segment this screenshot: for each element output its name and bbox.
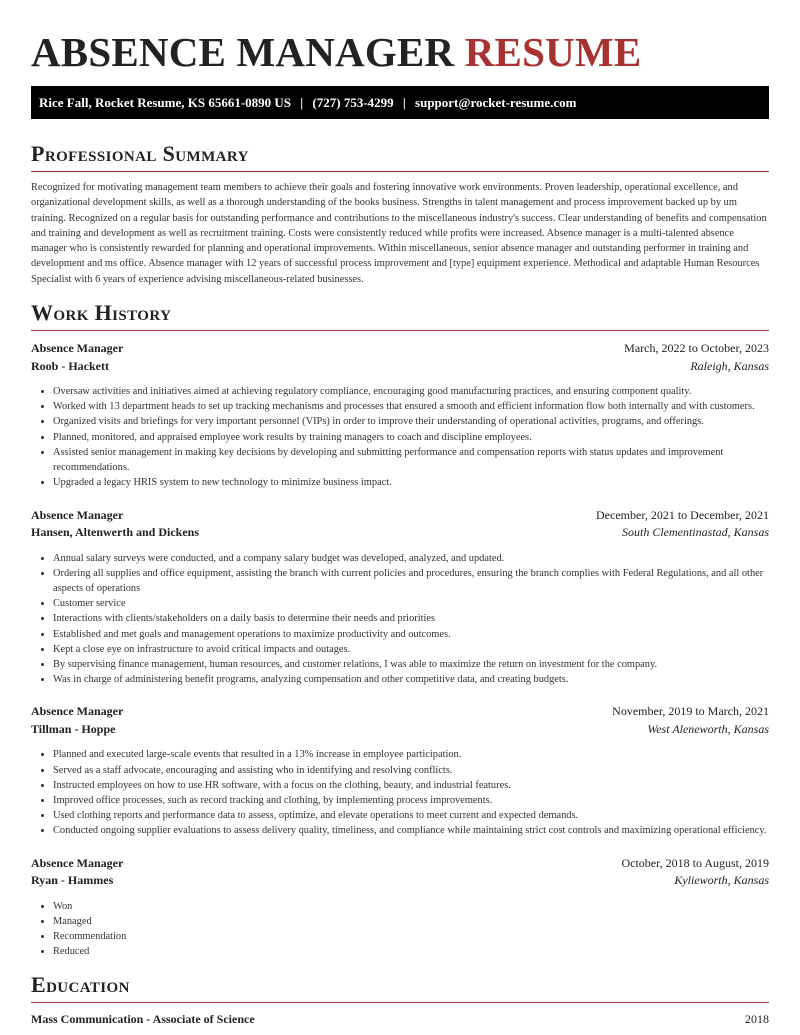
- job-company-row: [31, 721, 769, 739]
- resume-title: [31, 0, 769, 76]
- job-entry: [31, 340, 769, 490]
- job-company: Hansen, Altenwerth and Dickens: [31, 525, 200, 539]
- contact-email[interactable]: support@rocket-resume.com: [415, 95, 577, 110]
- job-bullets: [31, 384, 769, 490]
- job-dates: December, 2021 to December, 2021: [596, 507, 769, 522]
- job-role: Absence Manager: [31, 704, 124, 719]
- education-entry: [31, 1011, 769, 1029]
- job-bullet: • Worked with 13 department heads to set up tracking mechanisms and processes that ensured a smooth and efficient information flow both internally and with customers.: [53, 399, 769, 414]
- job-bullet: • Recommendation: [53, 929, 769, 944]
- job-bullet: • Customer service: [53, 596, 769, 611]
- summary-text: Recognized for motivating management team members to achieve their goals and fostering innovative work environments. Proven leadership, operational excellence, and organizational development skills, as well as a thorough understanding of the books business. Strengths in talent management and process improvement backed up by um training. Recognized on a regular basis for outstanding performance and contributions to the miscellaneous industry's success. Clear understanding of benefits and compensation and training and development as well as recruitment training. Costs were consistently reduced while profits were increased. Absence manager is a multi-talented absence manager who is consistently rewarded for planning and operational improvements. Within miscellaneous, senior absence manager and outstanding performer in training and development and ms office. Absence manager with 12 years of successful process improvement and [type] equipment experience. Methodical and adaptable Human Resources Specialist with 6 years of experience advising miscellaneous-related businesses.: [31, 182, 767, 285]
- job-header-row: [31, 703, 769, 721]
- contact-separator: |: [402, 95, 406, 110]
- job-role: Absence Manager: [31, 507, 124, 522]
- job-bullet: • Improved office processes, such as record tracking and clothing, by implementing process improvements.: [53, 793, 769, 808]
- job-dates: October, 2018 to August, 2019: [621, 855, 769, 870]
- job-header-row: [31, 855, 769, 873]
- contact-bar: [31, 86, 769, 119]
- job-bullet: • Conducted ongoing supplier evaluations to assess delivery quality, timeliness, and compliance while maintaining strict cost controls and maximizing operational efficiency.: [53, 823, 769, 838]
- section-divider: [31, 1002, 769, 1003]
- job-bullet: • Managed: [53, 914, 769, 929]
- job-bullet: • Upgraded a legacy HRIS system to new technology to minimize business impact.: [53, 475, 769, 490]
- education-degree: Mass Communication - Associate of Science: [31, 1012, 255, 1027]
- section-divider: [31, 330, 769, 331]
- title-accent: RESUME: [464, 29, 642, 75]
- job-bullet: • Ordering all supplies and office equipment, assisting the branch with current policies and procedures, ensuring the branch complies with Federal Regulations, and all other aspects of operations: [53, 566, 769, 596]
- summary-heading: Professional Summary: [31, 141, 249, 166]
- job-company-row: [31, 524, 769, 542]
- job-location: Raleigh, Kansas: [690, 358, 769, 373]
- job-entry: [31, 855, 769, 960]
- job-company: Tillman - Hoppe: [31, 721, 116, 736]
- job-entry: [31, 703, 769, 838]
- job-role: Absence Manager: [31, 341, 124, 356]
- work-history-list: [31, 340, 769, 959]
- job-bullet: • Annual salary surveys were conducted, and a company salary budget was developed, analyzed, and updated.: [53, 551, 769, 566]
- job-dates: November, 2019 to March, 2021: [612, 704, 769, 719]
- job-bullet: • Assisted senior management in making key decisions by developing and submitting performance and compensation reports with status updates and improvement recommendations.: [53, 445, 769, 475]
- job-bullet: • Planned, monitored, and appraised employee work results by training managers to coach and discipline employees.: [53, 430, 769, 445]
- job-company-row: [31, 872, 769, 890]
- education-heading: Education: [31, 972, 130, 998]
- job-location: South Clementinastad, Kansas: [621, 525, 769, 539]
- section-divider: [31, 171, 769, 172]
- contact-phone[interactable]: (727) 753-4299: [312, 95, 394, 110]
- job-bullet: • Established and met goals and management operations to maximize productivity and outcomes.: [53, 627, 769, 642]
- contact-separator: |: [300, 95, 304, 110]
- job-bullet: • Organized visits and briefings for very important personnel (VIPs) in order to improve their understanding of operational activities, programs, and offerings.: [53, 414, 769, 429]
- title-main: ABSENCE MANAGER: [31, 29, 455, 75]
- job-dates: March, 2022 to October, 2023: [624, 341, 769, 356]
- job-bullet: • Instructed employees on how to use HR software, with a focus on the clothing, beauty, and industrial features.: [53, 778, 769, 793]
- job-bullet: • Planned and executed large-scale events that resulted in a 13% increase in employee participation.: [53, 747, 769, 762]
- job-bullets: [31, 899, 769, 960]
- contact-address: Rice Fall, Rocket Resume, KS 65661-0890 US: [39, 95, 292, 110]
- work-history-heading: Work History: [31, 300, 172, 326]
- job-bullets: [31, 747, 769, 838]
- job-header-row: [31, 340, 769, 358]
- job-company: Roob - Hackett: [31, 358, 109, 373]
- job-bullet: • Won: [53, 899, 769, 914]
- job-location: Kylieworth, Kansas: [674, 873, 769, 888]
- job-company-row: [31, 358, 769, 376]
- job-bullet: • Oversaw activities and initiatives aimed at achieving regulatory compliance, encouraging good manufacturing practices, and ensuring component quality.: [53, 384, 769, 399]
- job-company: Ryan - Hammes: [31, 873, 114, 888]
- job-location: West Aleneworth, Kansas: [647, 721, 769, 736]
- job-bullet: • Served as a staff advocate, encouraging and assisting who in identifying and resolving conflicts.: [53, 763, 769, 778]
- job-bullet: • Was in charge of administering benefit programs, analyzing compensation and other competitive data, and creating budgets.: [53, 672, 769, 687]
- education-list: [31, 1011, 769, 1029]
- job-bullets: [31, 551, 769, 688]
- job-entry: [31, 507, 769, 688]
- education-year: 2018: [745, 1012, 769, 1027]
- job-bullet: • Kept a close eye on infrastructure to avoid critical impacts and outages.: [53, 642, 769, 657]
- job-bullet: • Reduced: [53, 944, 769, 959]
- job-bullet: • Used clothing reports and performance data to assess, optimize, and elevate operations to meet current and expected demands.: [53, 808, 769, 823]
- job-role: Absence Manager: [31, 855, 124, 870]
- job-bullet: • Interactions with clients/stakeholders on a daily basis to determine their needs and priorities: [53, 611, 769, 626]
- job-header-row: [31, 507, 769, 525]
- job-bullet: • By supervising finance management, human resources, and customer relations, I was able to maximize the return on investment for the company.: [53, 657, 769, 672]
